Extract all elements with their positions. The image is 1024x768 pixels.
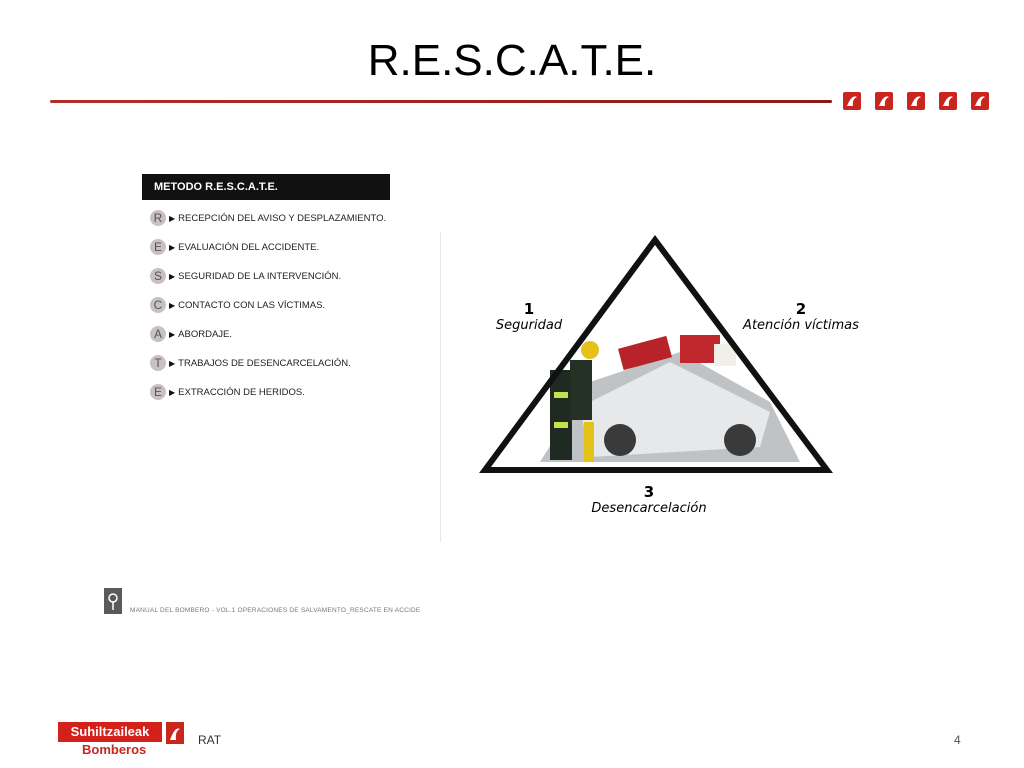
label-number: 2 <box>795 300 807 318</box>
label-text: Atención víctimas <box>743 318 859 333</box>
step-letter-badge: S <box>150 268 166 284</box>
fire-brigade-logo-icon <box>907 92 925 110</box>
step-letter-badge: A <box>150 326 166 342</box>
step-letter-badge: E <box>150 239 166 255</box>
manual-logo-icon <box>104 588 122 614</box>
slide-title: R.E.S.C.A.T.E. <box>367 36 657 85</box>
step-letter-badge: C <box>150 297 166 313</box>
fire-brigade-logo-icon <box>843 92 861 110</box>
brand-name-top: Suhiltzaileak <box>58 722 162 742</box>
play-arrow-icon: ▶ <box>169 213 176 223</box>
step-letter-badge: R <box>150 210 166 226</box>
play-arrow-icon: ▶ <box>169 300 176 310</box>
fire-brigade-logo-icon <box>875 92 893 110</box>
play-arrow-icon: ▶ <box>169 242 176 252</box>
page-number: 4 <box>954 733 961 747</box>
fire-brigade-emblem-icon <box>166 722 184 744</box>
method-step <box>150 210 386 226</box>
method-step <box>150 297 325 313</box>
label-number: 3 <box>643 483 655 501</box>
step-text: ABORDAJE. <box>178 328 233 340</box>
play-arrow-icon: ▶ <box>169 387 176 397</box>
method-heading: METODO R.E.S.C.A.T.E. <box>142 174 390 200</box>
label-text: Seguridad <box>495 318 563 333</box>
label-number: 1 <box>523 300 535 318</box>
triangle-label-2 <box>738 300 864 333</box>
method-step <box>150 268 341 284</box>
step-letter-badge: T <box>150 355 166 371</box>
brand-logo <box>58 722 162 758</box>
triangle-label-3 <box>582 483 716 516</box>
method-step <box>150 326 232 342</box>
label-text: Desencarcelación <box>591 501 707 516</box>
method-step <box>150 355 351 371</box>
header-logo-strip <box>843 92 989 110</box>
rescue-triangle-diagram <box>470 232 850 492</box>
rescate-method-panel <box>142 174 390 399</box>
step-letter-badge: E <box>150 384 166 400</box>
method-step <box>150 384 305 400</box>
play-arrow-icon: ▶ <box>169 329 176 339</box>
play-arrow-icon: ▶ <box>169 271 176 281</box>
play-arrow-icon: ▶ <box>169 358 176 368</box>
step-text: RECEPCIÓN DEL AVISO Y DESPLAZAMIENTO. <box>178 212 387 224</box>
panel-divider <box>440 232 441 542</box>
method-step <box>150 239 319 255</box>
footer-code: RAT <box>198 733 222 747</box>
title-divider <box>50 100 832 103</box>
step-text: EXTRACCIÓN DE HERIDOS. <box>178 386 305 398</box>
step-text: SEGURIDAD DE LA INTERVENCIÓN. <box>178 270 342 282</box>
triangle-label-1 <box>488 300 570 333</box>
brand-name-bottom: Bomberos <box>82 742 147 757</box>
rescue-scene-illustration <box>540 335 800 462</box>
step-text: CONTACTO CON LAS VÍCTIMAS. <box>178 299 326 311</box>
source-caption: MANUAL DEL BOMBERO - VOL.1 OPERACIONES DE SALVAMENTO_RESCATE EN ACCIDE <box>130 607 421 614</box>
fire-brigade-logo-icon <box>939 92 957 110</box>
step-text: TRABAJOS DE DESENCARCELACIÓN. <box>178 357 351 369</box>
step-text: EVALUACIÓN DEL ACCIDENTE. <box>178 241 320 253</box>
fire-brigade-logo-icon <box>971 92 989 110</box>
